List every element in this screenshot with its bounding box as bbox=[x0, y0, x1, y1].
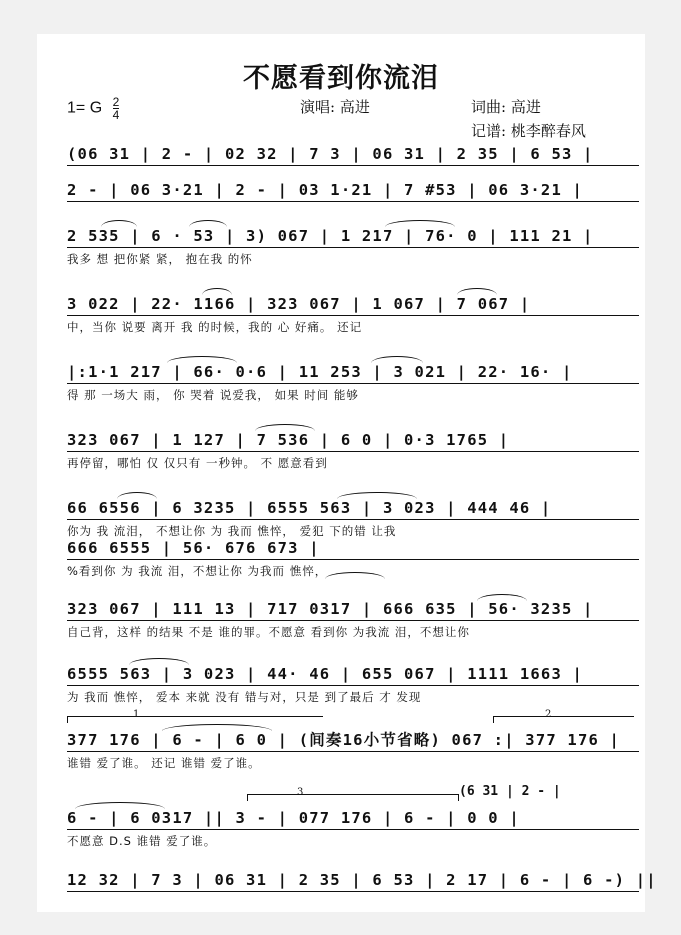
slur bbox=[75, 802, 165, 809]
notes-line: 323 067 | 1 127 | 7 536 | 6 0 | 0·3 1765 | bbox=[67, 430, 639, 452]
slur bbox=[117, 492, 157, 499]
slur bbox=[477, 594, 527, 601]
coda-tail: (6 31 | 2 - | bbox=[459, 784, 561, 799]
lyricist-composer: 词曲: 高进 bbox=[471, 98, 541, 116]
staff-row-3 bbox=[67, 226, 639, 266]
staff-row-7 bbox=[67, 498, 639, 538]
slur bbox=[202, 288, 232, 295]
notes-line: 6 - | 6 0317 || 3 - | 077 176 | 6 - | 0 0 | bbox=[67, 808, 639, 830]
staff-row-1 bbox=[67, 144, 639, 166]
transcriber: 记谱: 桃李醉春风 bbox=[471, 122, 586, 140]
lyrics-line: 自己背，这样 的结果 不是 谁的罪。不愿意 看到你 为我流 泪，不想让你 bbox=[67, 625, 470, 639]
lyrics-line: 得 那 一场大 雨， 你 哭着 说爱我， 如果 时间 能够 bbox=[67, 388, 359, 402]
slur bbox=[255, 424, 315, 431]
staff-row-6 bbox=[67, 430, 639, 470]
lyrics-line: 你为 我 流泪， 不想让你 为 我而 憔悴， 爱犯 下的错 让我 bbox=[67, 524, 397, 538]
slur bbox=[167, 356, 237, 363]
staff-row-9 bbox=[67, 664, 639, 704]
staff-row-10 bbox=[67, 730, 639, 770]
staff-row-11 bbox=[67, 808, 639, 848]
key-signature bbox=[67, 96, 119, 121]
slur bbox=[385, 220, 455, 227]
volta-second bbox=[493, 716, 634, 723]
lyrics-line: %看到你 为 我流 泪，不想让你 为我而 憔悴， bbox=[67, 564, 328, 578]
notes-line: (06 31 | 2 - | 02 32 | 7 3 | 06 31 | 2 35 | 6 53 | bbox=[67, 144, 639, 166]
time-sig-bottom: 4 bbox=[112, 108, 120, 122]
volta-third-number: 3 bbox=[297, 787, 304, 798]
notes-line: |:1·1 217 | 66· 0·6 | 11 253 | 3 021 | 22· 16· | bbox=[67, 362, 639, 384]
volta-third bbox=[247, 794, 459, 801]
notes-line: 377 176 | 6 - | 6 0 | (间奏16小节省略) 067 :| 377 176 | bbox=[67, 730, 639, 752]
notes-line: 6555 563 | 3 023 | 44· 46 | 655 067 | 1111 1663 | bbox=[67, 664, 639, 686]
notes-line: 2 535 | 6 · 53 | 3) 067 | 1 217 | 76· 0 | 111 21 | bbox=[67, 226, 639, 248]
volta-second-number: 2 bbox=[545, 709, 552, 720]
slur bbox=[337, 492, 417, 499]
score-sheet bbox=[37, 34, 657, 912]
slur bbox=[325, 572, 385, 579]
notes-line: 666 6555 | 56· 676 673 | bbox=[67, 538, 639, 560]
lyrics-line: 再停留，哪怕 仅 仅只有 一秒钟。 不 愿意看到 bbox=[67, 456, 328, 470]
notes-line: 12 32 | 7 3 | 06 31 | 2 35 | 6 53 | 2 17 | 6 - | 6 -) || bbox=[67, 870, 639, 892]
volta-first-number: 1 bbox=[133, 709, 140, 720]
slur bbox=[101, 220, 137, 227]
singer: 演唱: 高进 bbox=[300, 98, 370, 116]
slur bbox=[457, 288, 497, 295]
slur bbox=[129, 658, 189, 665]
slur bbox=[189, 220, 227, 227]
lyrics-line: 中，当你 说要 离开 我 的时候，我的 心 好痛。 还记 bbox=[67, 320, 363, 334]
lyrics-line: 不愿意 D.S 谁错 爱了谁。 bbox=[67, 834, 217, 848]
lyrics-line: 为 我而 憔悴， 爱本 来就 没有 错与对，只是 到了最后 才 发现 bbox=[67, 690, 422, 704]
notes-line: 3 022 | 22· 1166 | 323 067 | 1 067 | 7 067 | bbox=[67, 294, 639, 316]
staff-row-8 bbox=[67, 599, 639, 639]
slur bbox=[162, 724, 272, 731]
staff-row-12 bbox=[67, 870, 657, 892]
song-title: 不愿看到你流泪 bbox=[243, 63, 439, 94]
lyrics-line: 谁错 爱了谁。 还记 谁错 爱了谁。 bbox=[67, 756, 261, 770]
staff-row-5 bbox=[67, 362, 639, 402]
time-sig-top: 2 bbox=[112, 95, 120, 109]
notes-line: 66 6556 | 6 3235 | 6555 563 | 3 023 | 444 46 | bbox=[67, 498, 639, 520]
notes-line: 323 067 | 111 13 | 717 0317 | 666 635 | 56· 3235 | bbox=[67, 599, 639, 621]
slur bbox=[371, 356, 423, 363]
lyrics-line: 我多 想 把你紧 紧， 抱在我 的怀 bbox=[67, 252, 253, 266]
key-label: 1= G bbox=[67, 99, 103, 117]
staff-row-2 bbox=[67, 180, 639, 202]
time-signature bbox=[113, 96, 120, 121]
notes-line: 2 - | 06 3·21 | 2 - | 03 1·21 | 7 #53 | 06 3·21 | bbox=[67, 180, 639, 202]
staff-row-4 bbox=[67, 294, 639, 334]
volta-first bbox=[67, 716, 323, 723]
